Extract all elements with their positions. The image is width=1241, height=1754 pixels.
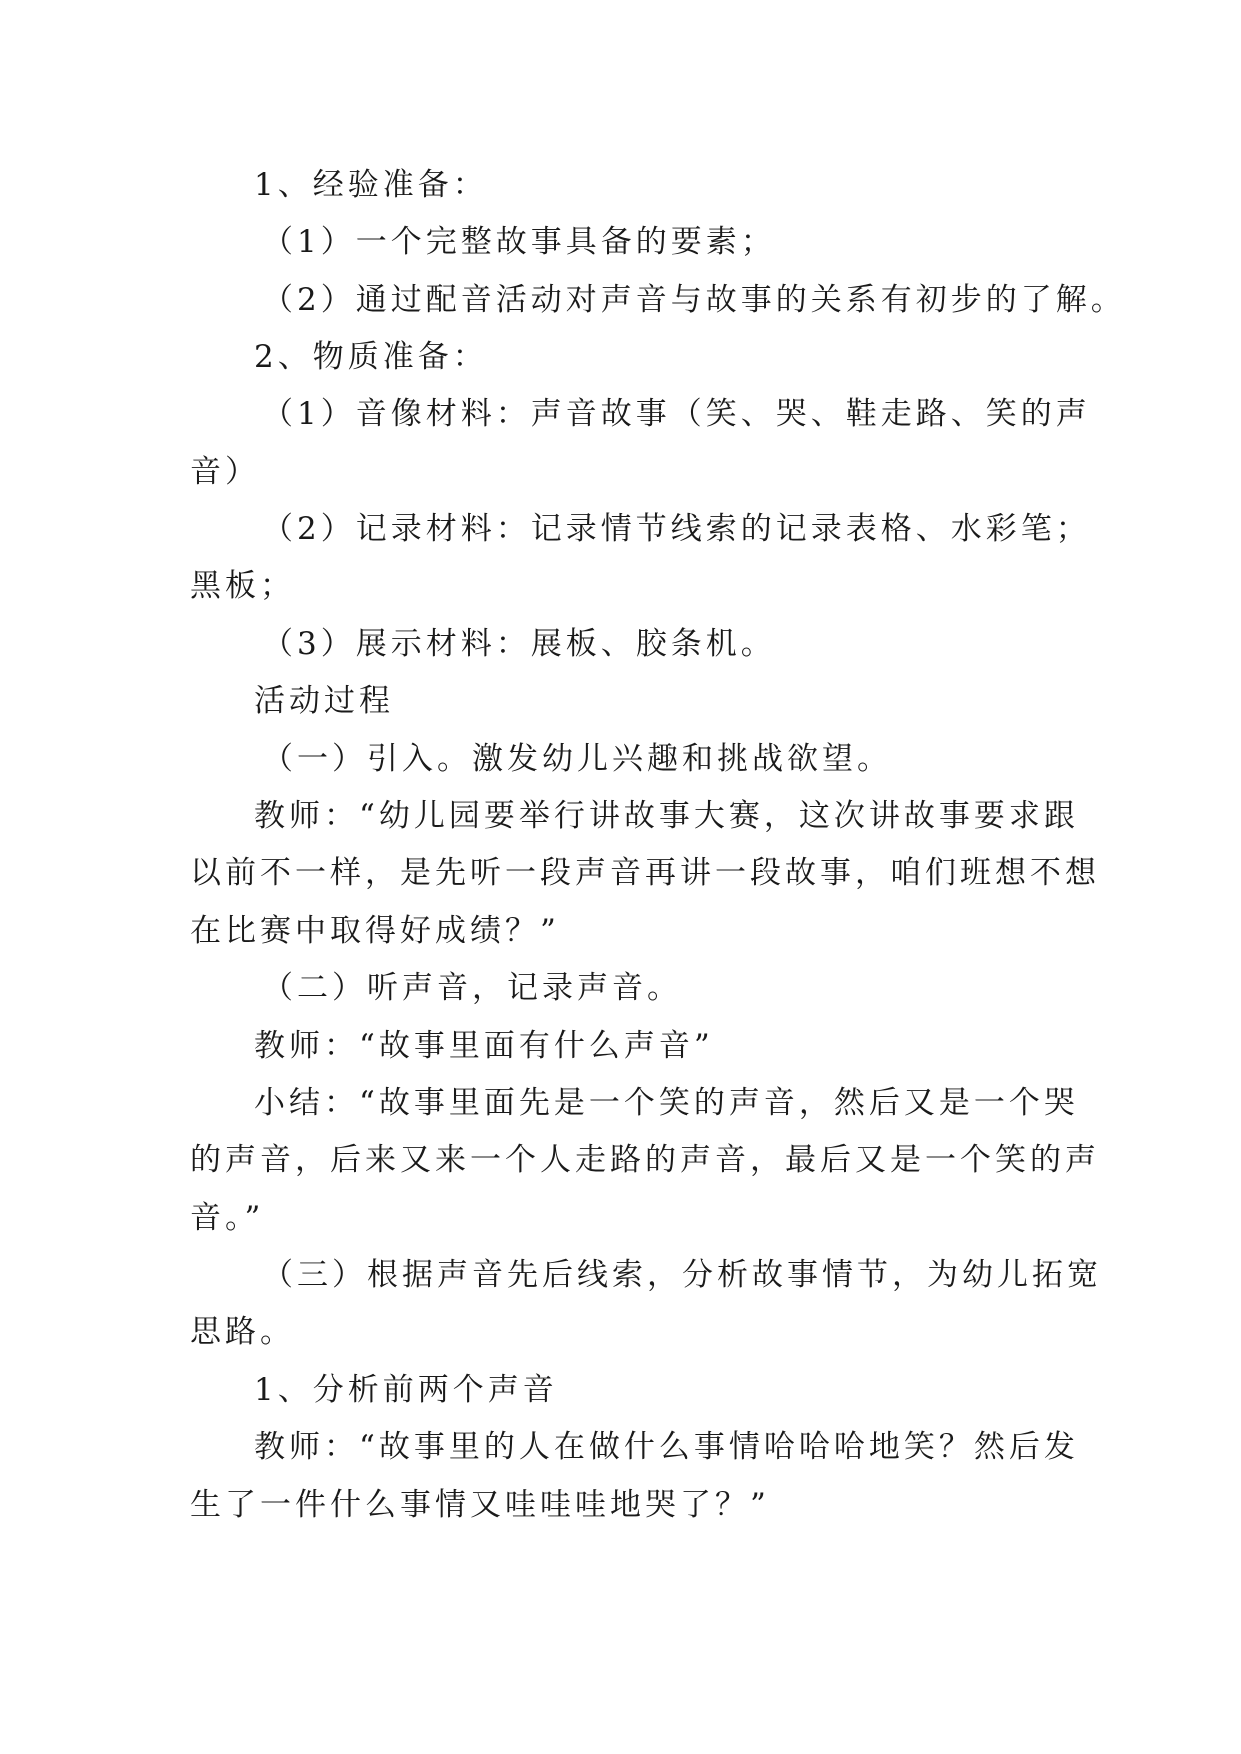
heading-material-prep: 2、物质准备： bbox=[254, 339, 488, 375]
teacher-quote-3-cont: 生了一件什么事情又哇哇哇地哭了？” bbox=[190, 1487, 770, 1523]
heading-activity-process: 活动过程 bbox=[254, 683, 394, 719]
summary-quote: 小结：“故事里面先是一个笑的声音，然后又是一个哭 bbox=[254, 1085, 1079, 1121]
item-audio-materials-cont: 音） bbox=[190, 454, 260, 490]
item-display-materials: （3）展示材料：展板、胶条机。 bbox=[262, 626, 776, 662]
item-story-elements: （1）一个完整故事具备的要素； bbox=[262, 224, 776, 260]
heading-analyze-first-two: 1、分析前两个声音 bbox=[254, 1372, 558, 1408]
teacher-quote-1-cont-a: 以前不一样，是先听一段声音再讲一段故事，咱们班想不想 bbox=[190, 855, 1100, 891]
teacher-quote-3: 教师：“故事里的人在做什么事情哈哈哈地笑？然后发 bbox=[254, 1429, 1079, 1465]
teacher-quote-1-cont-b: 在比赛中取得好成绩？” bbox=[190, 913, 560, 949]
step-analyze-plot: （三）根据声音先后线索，分析故事情节，为幼儿拓宽 bbox=[262, 1257, 1102, 1293]
teacher-quote-2: 教师：“故事里面有什么声音” bbox=[254, 1028, 714, 1064]
item-record-materials: （2）记录材料：记录情节线索的记录表格、水彩笔； bbox=[262, 511, 1091, 547]
item-audio-materials: （1）音像材料：声音故事（笑、哭、鞋走路、笑的声 bbox=[262, 396, 1091, 432]
teacher-quote-1: 教师：“幼儿园要举行讲故事大赛，这次讲故事要求跟 bbox=[254, 798, 1079, 834]
heading-experience-prep: 1、经验准备： bbox=[254, 167, 488, 203]
summary-quote-cont-b: 音。” bbox=[190, 1200, 265, 1236]
item-record-materials-cont: 黑板； bbox=[190, 568, 295, 604]
step-introduction: （一）引入。激发幼儿兴趣和挑战欲望。 bbox=[262, 741, 892, 777]
item-dubbing-activity: （2）通过配音活动对声音与故事的关系有初步的了解。 bbox=[262, 282, 1126, 318]
step-analyze-plot-cont: 思路。 bbox=[190, 1314, 295, 1350]
step-listen-record: （二）听声音，记录声音。 bbox=[262, 970, 682, 1006]
summary-quote-cont-a: 的声音，后来又来一个人走路的声音，最后又是一个笑的声 bbox=[190, 1142, 1100, 1178]
